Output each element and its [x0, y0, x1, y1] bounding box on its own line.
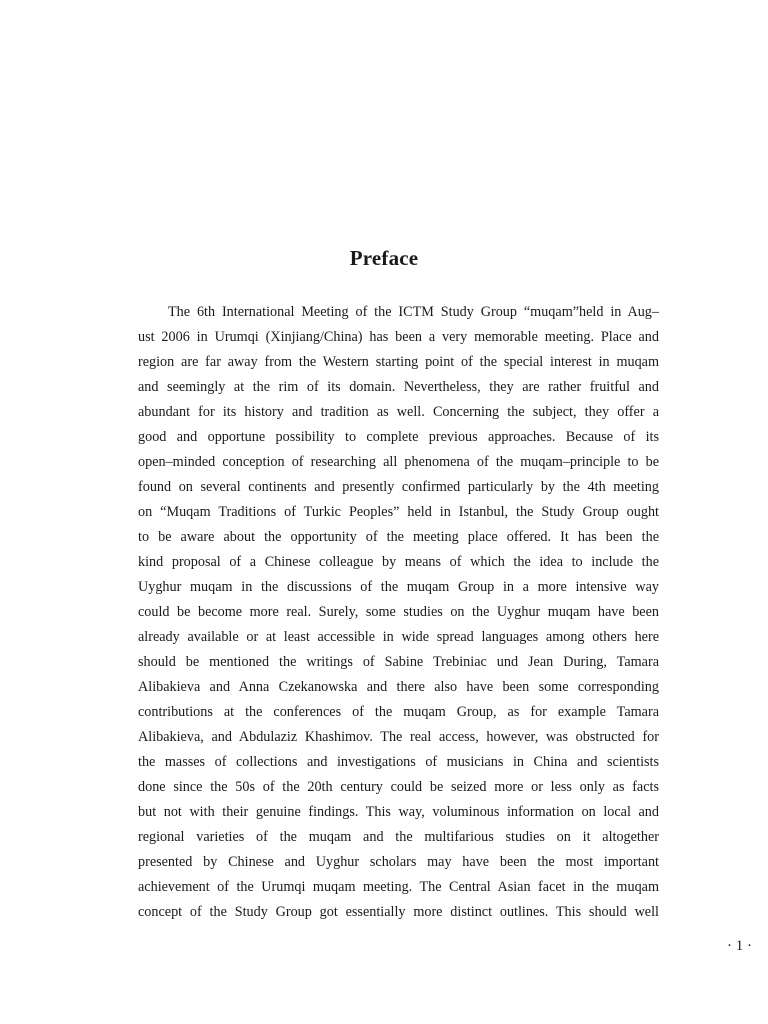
- text-line: ust 2006 in Urumqi (Xinjiang/China) has been a very memorable meeting. Place and: [138, 329, 659, 345]
- text-line: concept of the Study Group got essentially more distinct outlines. This should well: [138, 904, 659, 920]
- text-line: could be become more real. Surely, some studies on the Uyghur muqam have been: [138, 604, 659, 620]
- text-line: Alibakieva, and Abdulaziz Khashimov. The real access, however, was obstructed for: [138, 729, 659, 745]
- text-line: the masses of collections and investigations of musicians in China and scientists: [138, 754, 659, 770]
- text-line: good and opportune possibility to complete previous approaches. Because of its: [138, 429, 659, 445]
- text-line: Uyghur muqam in the discussions of the muqam Group in a more intensive way: [138, 579, 659, 595]
- text-line: found on several continents and presently confirmed particularly by the 4th meeting: [138, 479, 659, 495]
- page-title: Preface: [349, 246, 419, 270]
- text-line: kind proposal of a Chinese colleague by means of which the idea to include the: [138, 554, 659, 570]
- text-line: open–minded conception of researching all phenomena of the muqam–principle to be: [138, 454, 659, 470]
- text-line: done since the 50s of the 20th century could be seized more or less only as facts: [138, 779, 659, 795]
- text-line: abundant for its history and tradition as well. Concerning the subject, they offer a: [138, 404, 659, 420]
- text-line: but not with their genuine findings. This way, voluminous information on local and: [138, 804, 659, 820]
- text-line: regional varieties of the muqam and the multifarious studies on it altogether: [138, 829, 659, 845]
- text-line: and seemingly at the rim of its domain. Nevertheless, they are rather fruitful and: [138, 379, 659, 395]
- text-line: presented by Chinese and Uyghur scholars may have been the most important: [138, 854, 659, 870]
- text-line: already available or at least accessible in wide spread languages among others here: [138, 629, 659, 645]
- text-line: The 6th International Meeting of the ICTM Study Group “muqam”held in Aug–: [168, 304, 659, 320]
- preface-body: [138, 300, 659, 925]
- page-number: · 1 ·: [727, 938, 752, 954]
- text-line: to be aware about the opportunity of the meeting place offered. It has been the: [138, 529, 659, 545]
- text-line: should be mentioned the writings of Sabine Trebiniac und Jean During, Tamara: [138, 654, 659, 670]
- text-line: region are far away from the Western starting point of the special interest in muqam: [138, 354, 659, 370]
- text-line: on “Muqam Traditions of Turkic Peoples” held in Istanbul, the Study Group ought: [138, 504, 659, 520]
- text-line: Alibakieva and Anna Czekanowska and there also have been some corresponding: [138, 679, 659, 695]
- text-line: contributions at the conferences of the muqam Group, as for example Tamara: [138, 704, 659, 720]
- text-line: achievement of the Urumqi muqam meeting. The Central Asian facet in the muqam: [138, 879, 659, 895]
